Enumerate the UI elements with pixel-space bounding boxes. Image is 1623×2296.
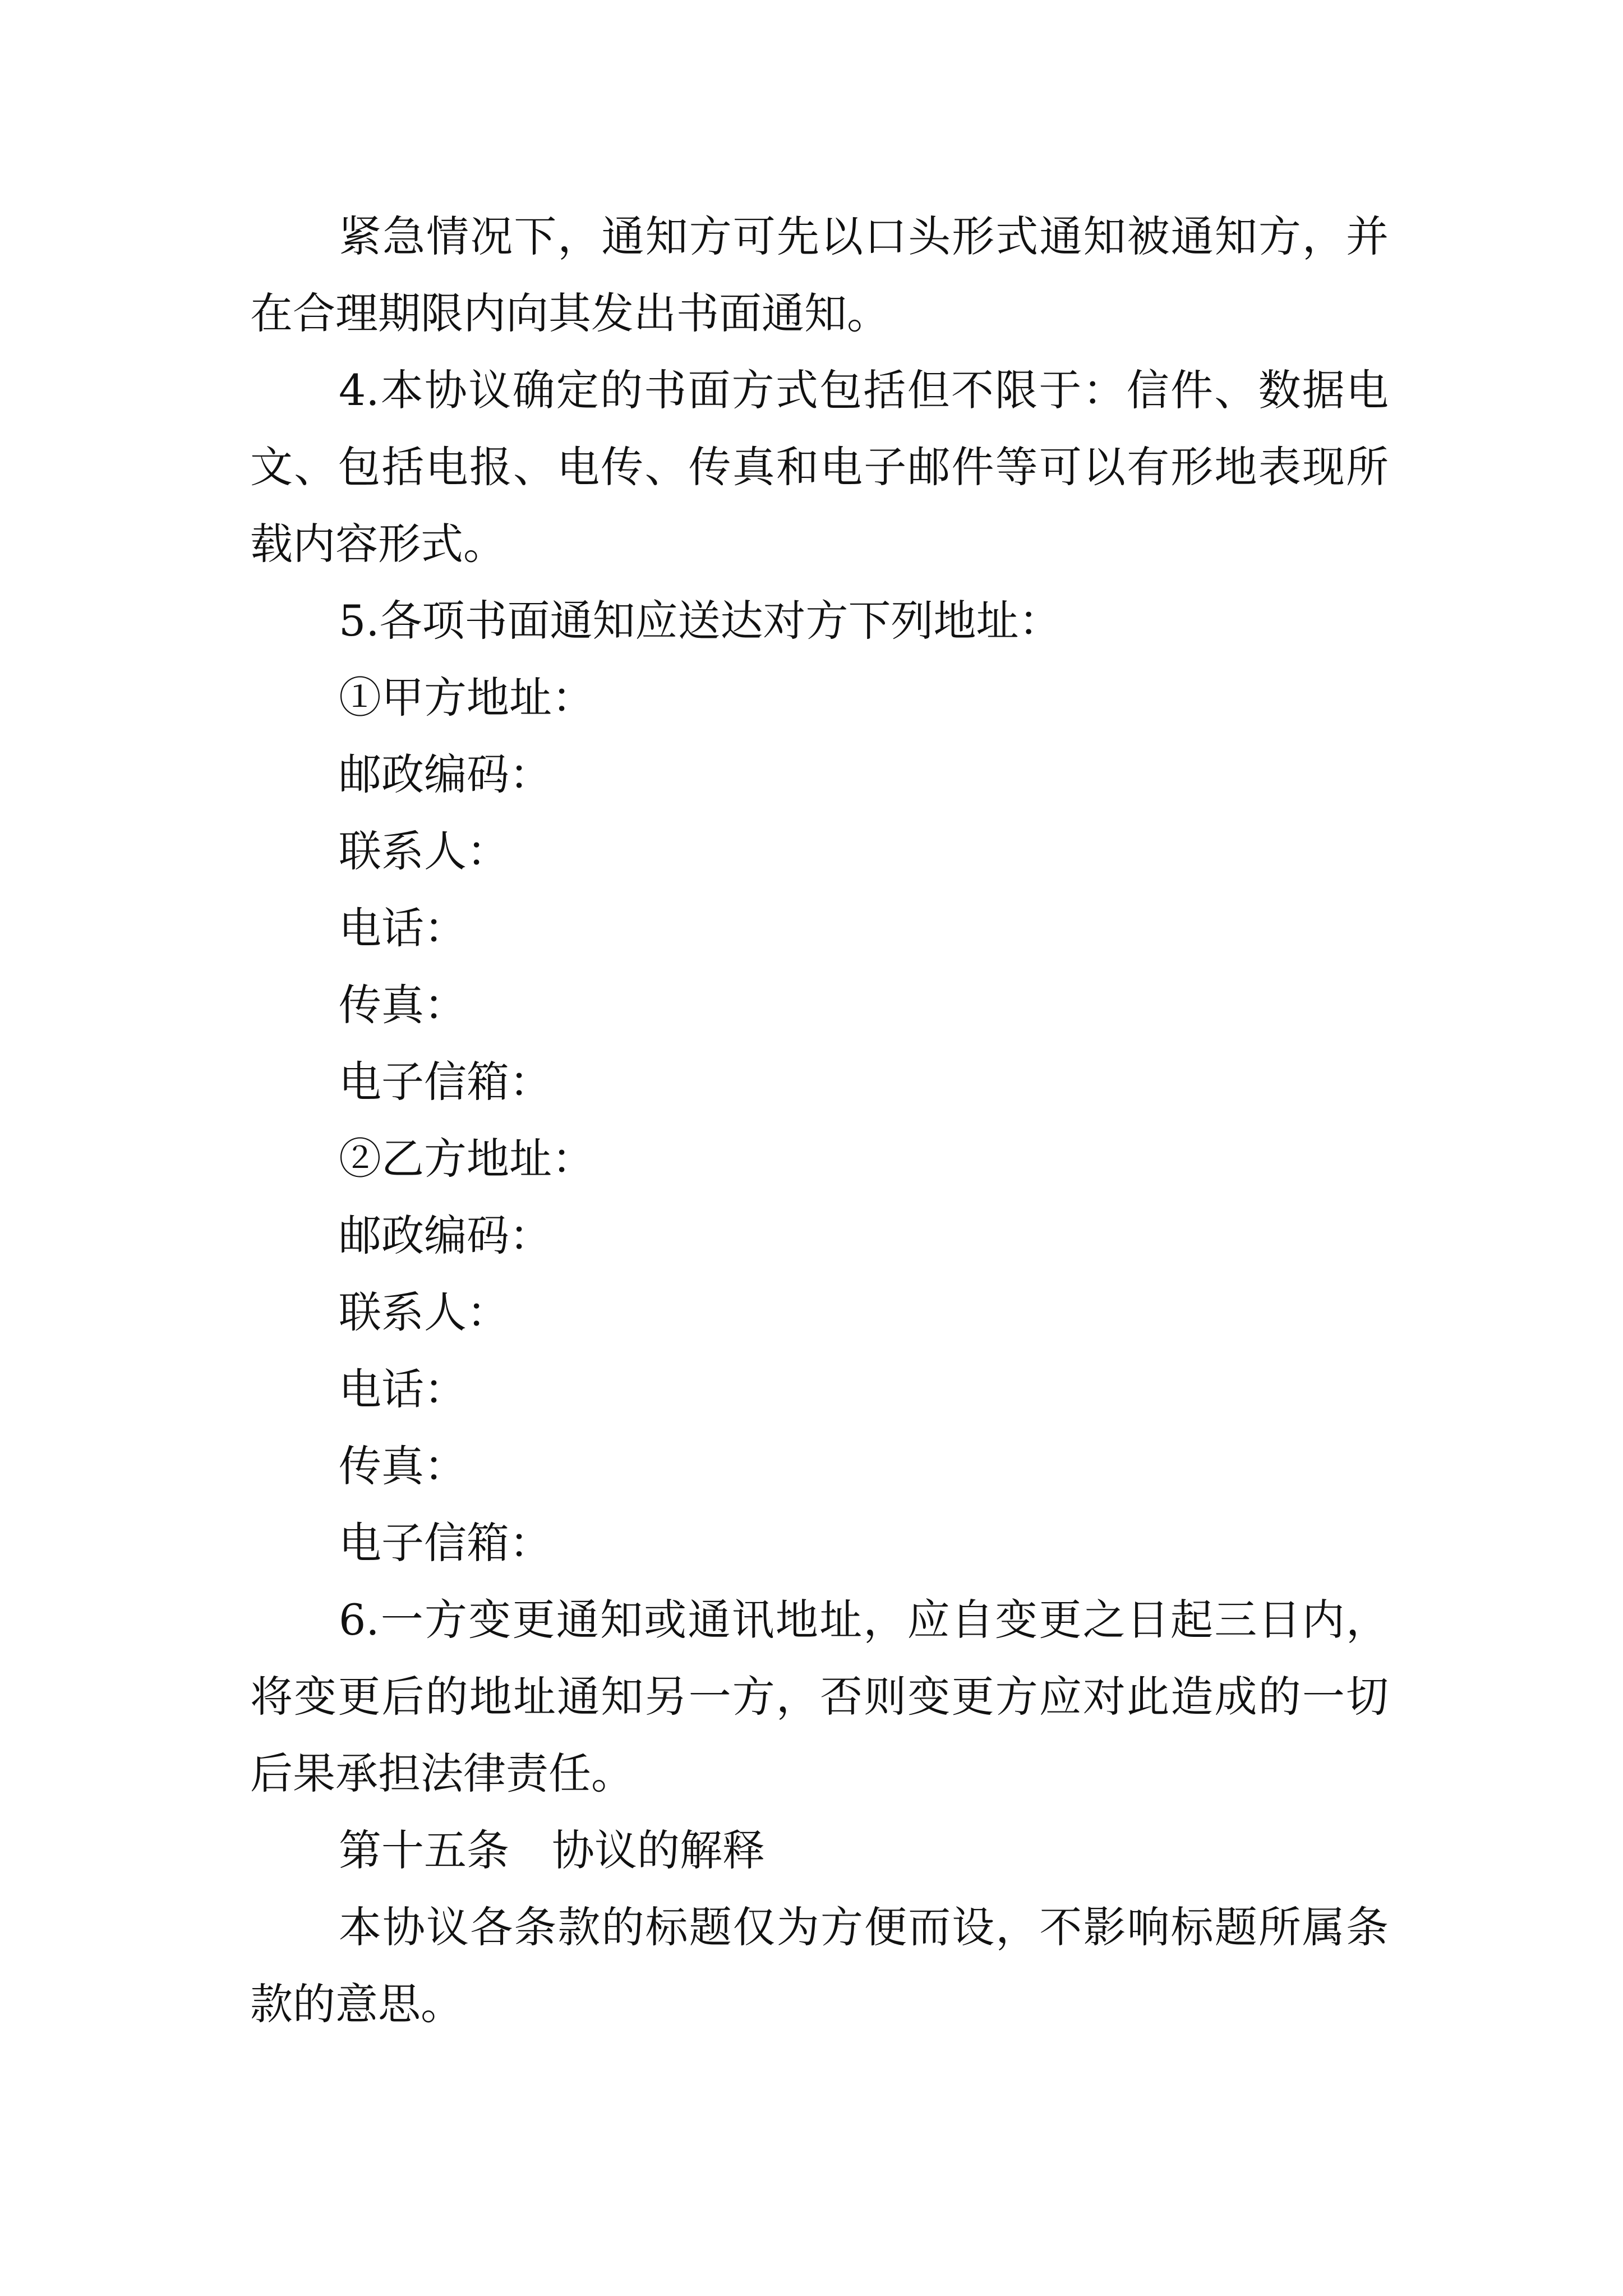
party-a-phone-label: 电话： — [339, 903, 467, 953]
clause-4-line-2: 文、包括电报、电传、传真和电子邮件等可以有形地表现所 — [250, 442, 1389, 492]
clause-4-line-3: 载内容形式。 — [250, 519, 506, 569]
paragraph-emergency-notice-line-2: 在合理期限内向其发出书面通知。 — [250, 288, 889, 338]
party-b-email-label: 电子信箱： — [339, 1518, 552, 1568]
party-b-address-label: ②乙方地址： — [339, 1134, 594, 1184]
party-b-fax-label: 传真： — [339, 1441, 467, 1491]
party-a-postcode-label: 邮政编码： — [339, 749, 552, 799]
interpretation-paragraph-line-1: 本协议各条款的标题仅为方便而设，不影响标题所属条 — [339, 1902, 1389, 1952]
clause-4-line-1: 4.本协议确定的书面方式包括但不限于：信件、数据电 — [339, 365, 1389, 415]
article-15-heading: 第十五条 协议的解释 — [339, 1825, 765, 1875]
party-b-contact-label: 联系人： — [339, 1287, 509, 1337]
party-a-fax-label: 传真： — [339, 980, 467, 1030]
party-b-phone-label: 电话： — [339, 1364, 467, 1414]
clause-6-line-1: 6.一方变更通知或通讯地址，应自变更之日起三日内， — [339, 1595, 1389, 1645]
clause-6-line-2: 将变更后的地址通知另一方，否则变更方应对此造成的一切 — [250, 1672, 1389, 1722]
clause-5-heading: 5.各项书面通知应送达对方下列地址： — [339, 596, 1062, 646]
interpretation-paragraph-line-2: 款的意思。 — [250, 1979, 463, 2029]
party-a-email-label: 电子信箱： — [339, 1057, 552, 1107]
party-b-postcode-label: 邮政编码： — [339, 1211, 552, 1260]
paragraph-emergency-notice-line-1: 紧急情况下，通知方可先以口头形式通知被通知方，并 — [339, 211, 1389, 261]
party-a-address-label: ①甲方地址： — [339, 673, 594, 723]
clause-6-line-3: 后果承担法律责任。 — [250, 1749, 634, 1798]
party-a-contact-label: 联系人： — [339, 826, 509, 876]
